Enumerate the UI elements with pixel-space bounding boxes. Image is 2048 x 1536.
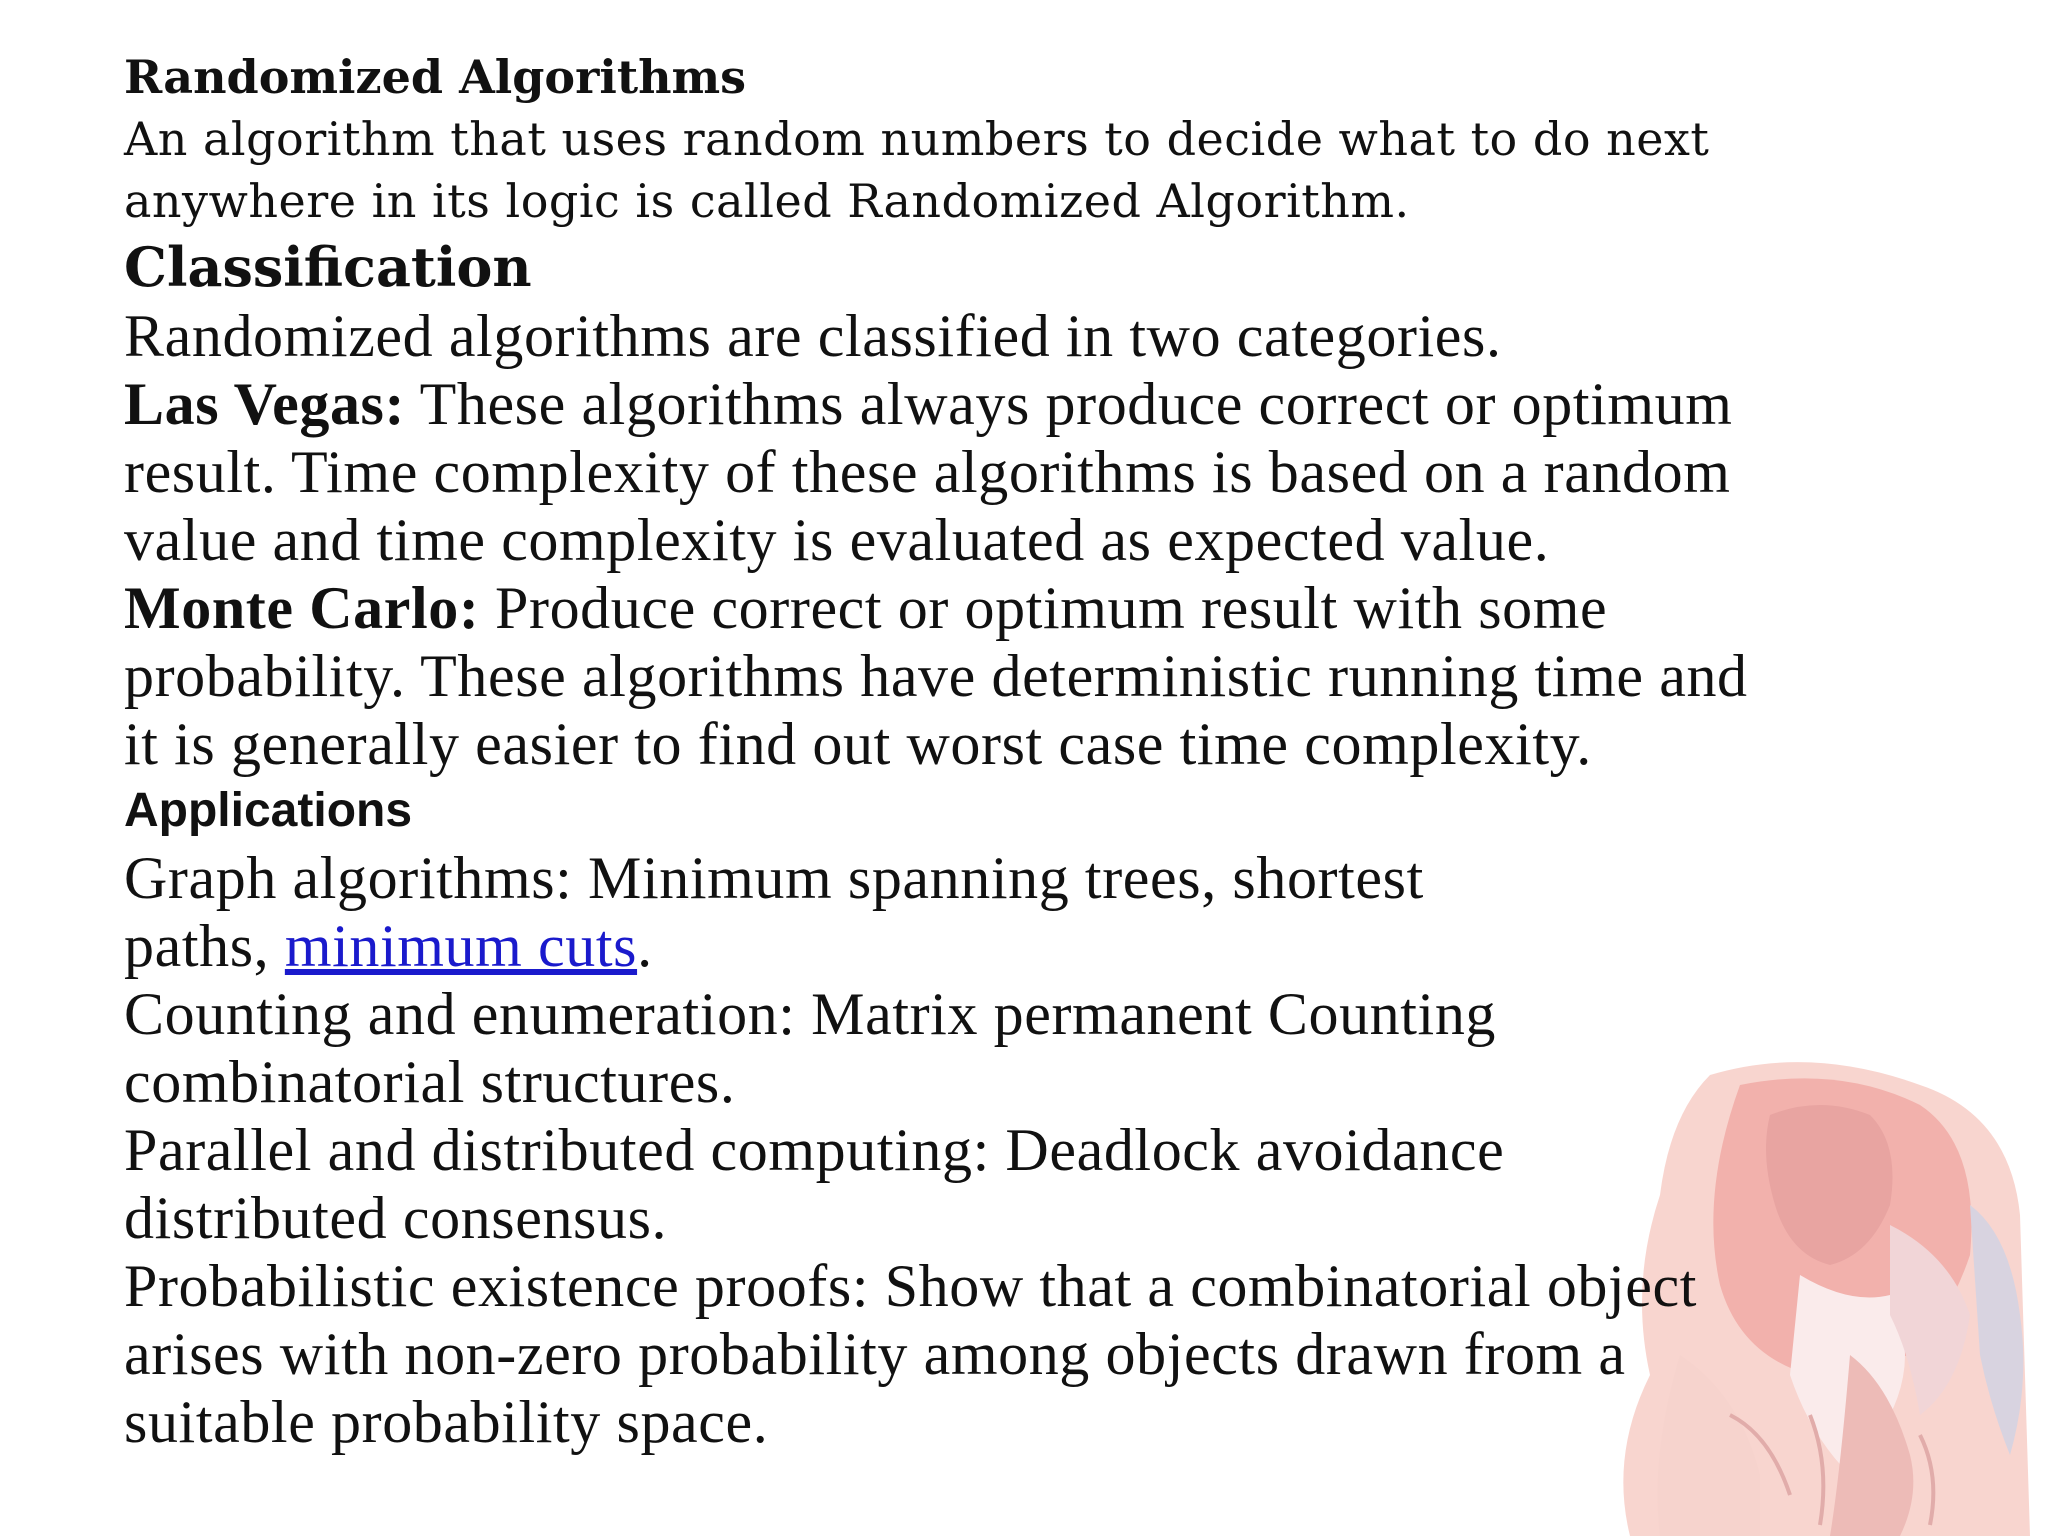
las-vegas-label: Las Vegas: bbox=[124, 371, 406, 437]
application-line: arises with non-zero probability among objects drawn from a bbox=[124, 1321, 1626, 1387]
application-line: Counting and enumeration: Matrix permanent Counting bbox=[124, 981, 1497, 1047]
application-line: suitable probability space. bbox=[124, 1389, 769, 1455]
applications-heading: Applications bbox=[124, 784, 413, 837]
application-line: distributed consensus. bbox=[124, 1185, 668, 1251]
application-line: combinatorial structures. bbox=[124, 1049, 736, 1115]
monte-carlo-line: probability. These algorithms have deterministic running time and bbox=[124, 643, 1748, 709]
minimum-cuts-link[interactable]: minimum cuts bbox=[284, 913, 638, 979]
monte-carlo-line: it is generally easier to find out worst case time complexity. bbox=[124, 711, 1592, 777]
slide-content bbox=[124, 46, 2004, 1456]
las-vegas-text: These algorithms always produce correct or optimum bbox=[405, 371, 1733, 437]
las-vegas-line: value and time complexity is evaluated as expected value. bbox=[124, 507, 1550, 573]
application-line bbox=[124, 912, 2004, 980]
monte-carlo-text: Produce correct or optimum result with some bbox=[479, 575, 1608, 641]
application-line: Graph algorithms: Minimum spanning trees, shortest bbox=[124, 845, 1424, 911]
intro-line: An algorithm that uses random numbers to decide what to do next bbox=[124, 112, 1710, 166]
application-line: Parallel and distributed computing: Deadlock avoidance bbox=[124, 1117, 1505, 1183]
application-line: Probabilistic existence proofs: Show that a combinatorial object bbox=[124, 1253, 1698, 1319]
monte-carlo-label: Monte Carlo: bbox=[124, 575, 480, 641]
classification-heading: Classification bbox=[124, 235, 532, 299]
application-text: . bbox=[637, 913, 653, 979]
page-title: Randomized Algorithms bbox=[124, 50, 747, 104]
las-vegas-line: result. Time complexity of these algorithms is based on a random bbox=[124, 439, 1731, 505]
classification-line: Randomized algorithms are classified in two categories. bbox=[124, 303, 1502, 369]
las-vegas-line bbox=[124, 370, 2004, 438]
monte-carlo-line bbox=[124, 574, 2004, 642]
application-text: paths, bbox=[124, 913, 285, 979]
intro-line: anywhere in its logic is called Randomized Algorithm. bbox=[124, 174, 1410, 228]
